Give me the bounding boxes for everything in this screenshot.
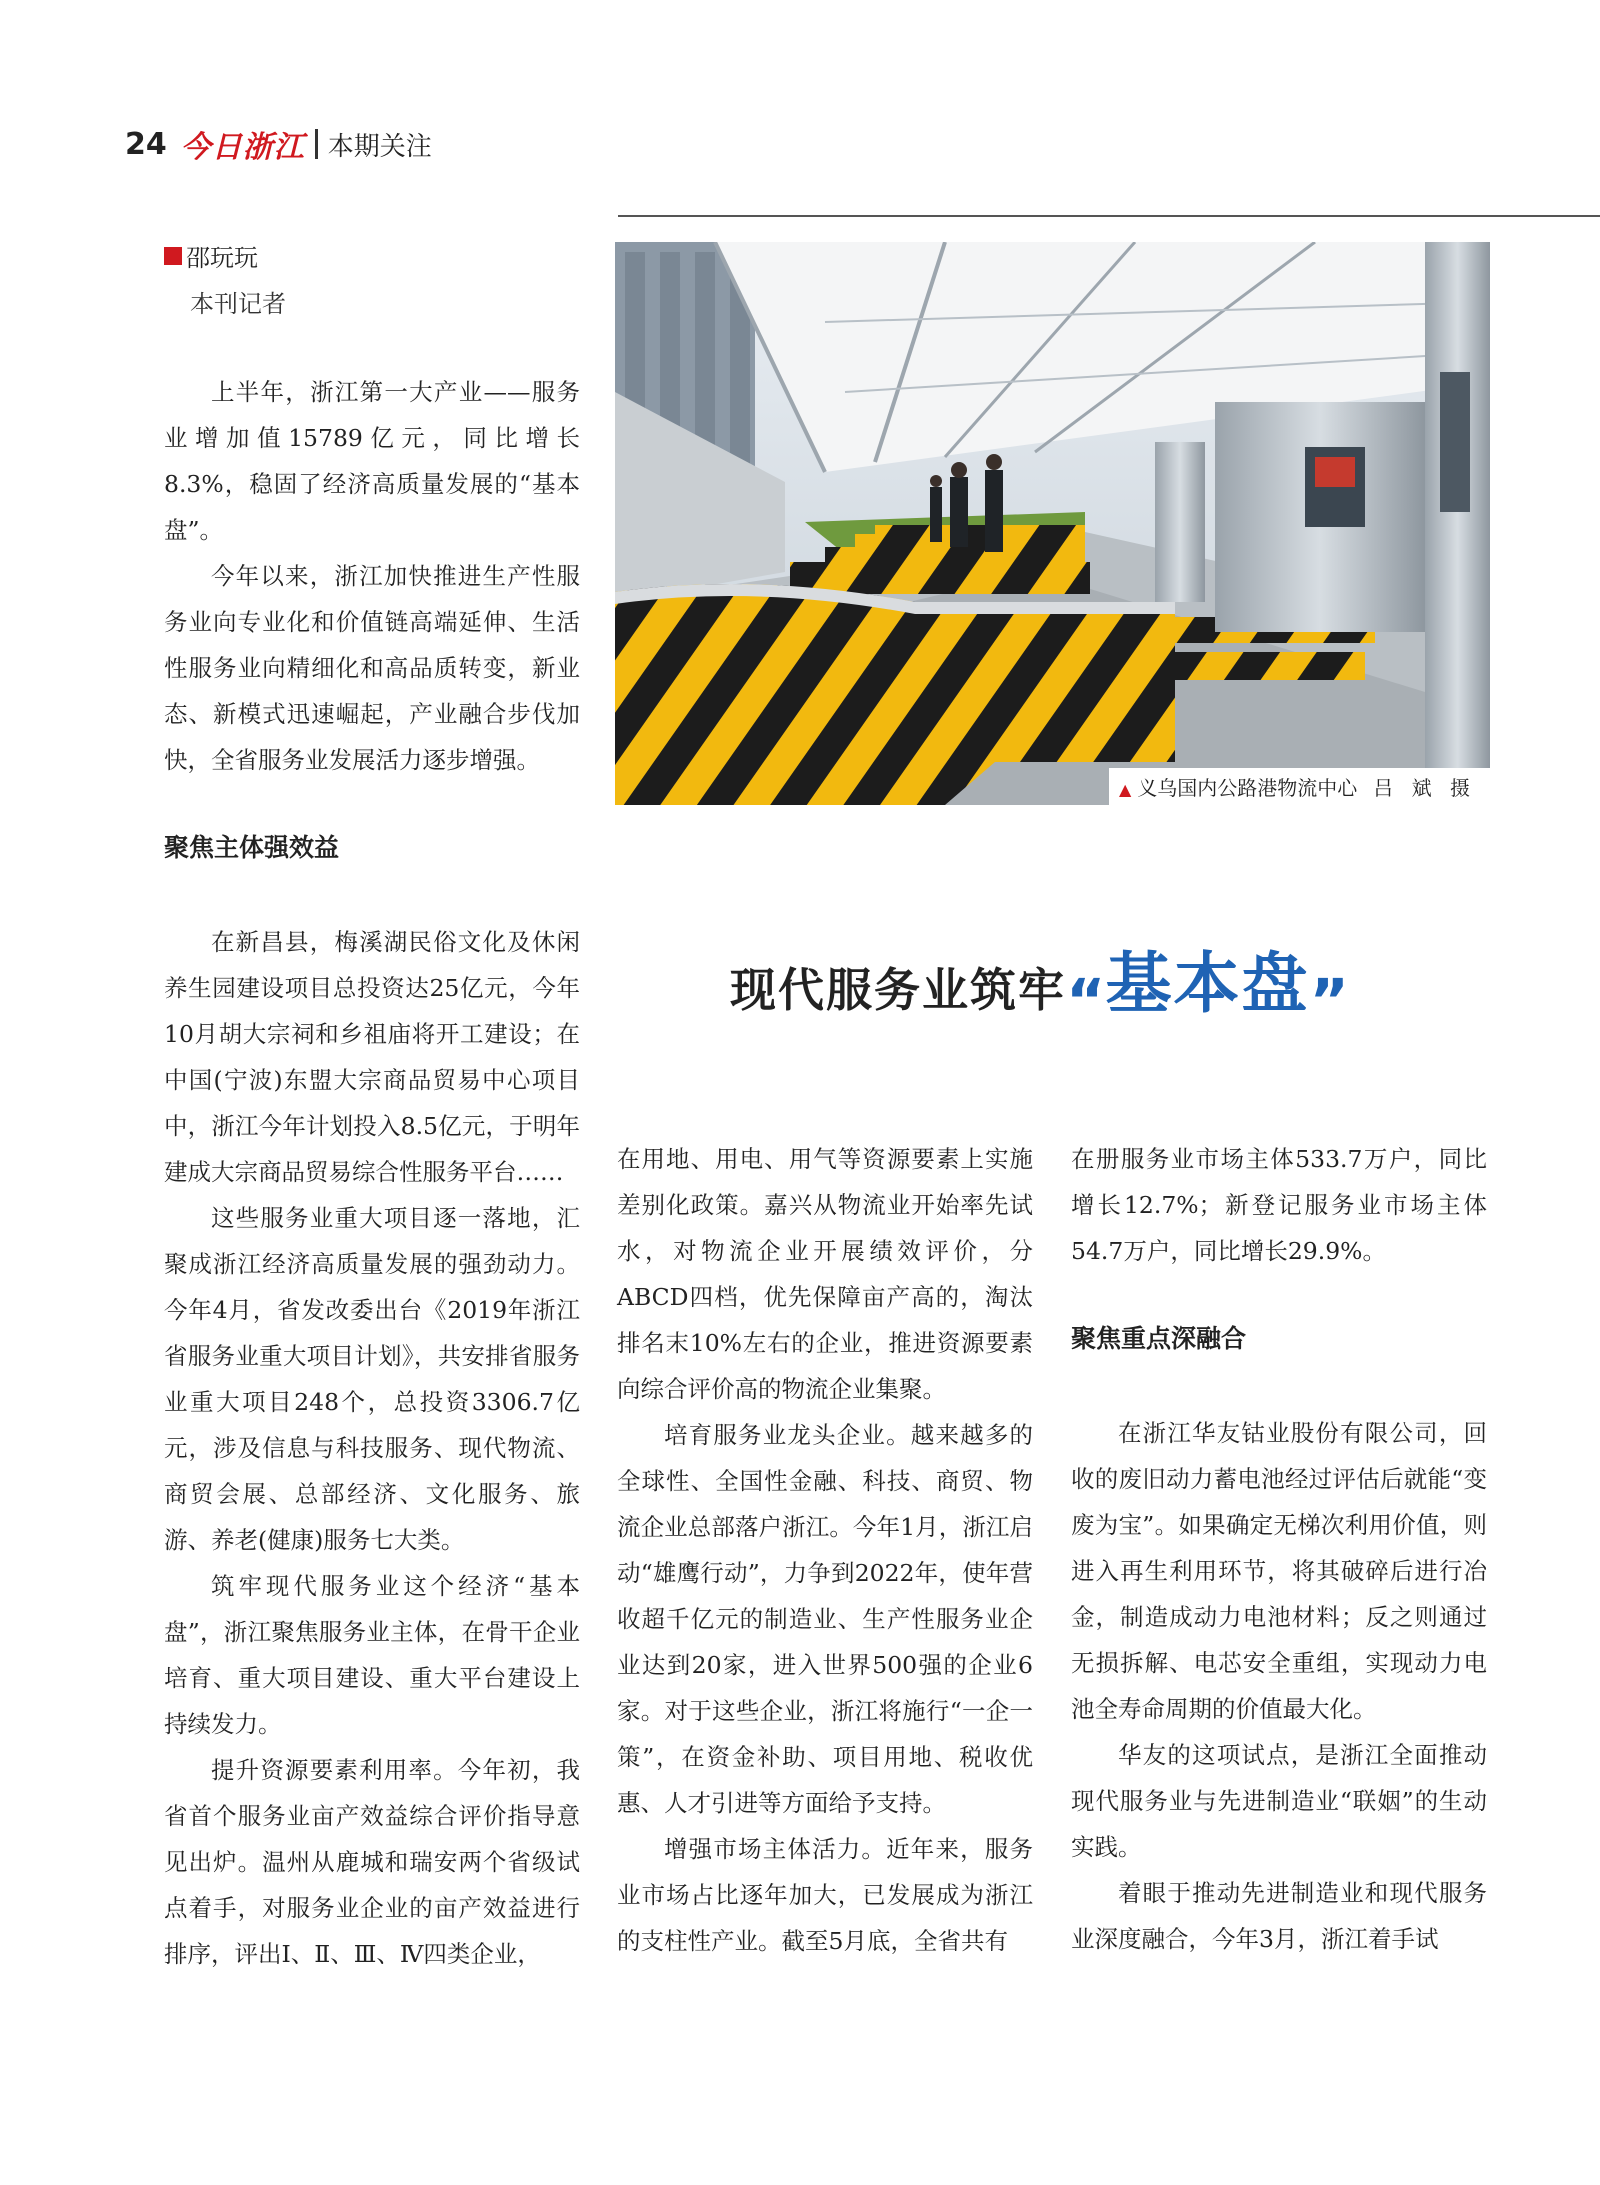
author-name: 邵玩玩 — [186, 244, 258, 272]
top-rule — [618, 215, 1600, 217]
paragraph: 在浙江华友钴业股份有限公司，回收的废旧动力蓄电池经过评估后就能“变废为宝”。如果确定无梯次利用价值，则进入再生利用环节，将其破碎后进行冶金，制造成动力电池材料；反之则通过无损拆解、电芯安全重组，实现动力电池全寿命周期的价值最大化。 — [1071, 1419, 1487, 1723]
magazine-logo: 今日浙江 — [180, 130, 305, 165]
paragraph: 培育服务业龙头企业。越来越多的全球性、全国性金融、科技、商贸、物流企业总部落户浙江。今年1月，浙江启动“雄鹰行动”，力争到2022年，使年营收超千亿元的制造业、生产性服务业企业达到20家，进入世界500强的企业6家。对于这些企业，浙江将施行“一企一策”，在资金补助、项目用地、税收优惠、人才引进等方面给予支持。 — [617, 1421, 1033, 1817]
paragraph: 华友的这项试点，是浙江全面推动现代服务业与先进制造业“联姻”的生动实践。 — [1071, 1741, 1487, 1861]
subheading: 聚焦主体强效益 — [164, 833, 340, 862]
paragraph: 在册服务业市场主体533.7万户，同比增长12.7%；新登记服务业市场主体54.7万户，同比增长29.9%。 — [1071, 1145, 1487, 1265]
photo-caption — [1109, 768, 1490, 805]
author-role: 本刊记者 — [190, 290, 286, 318]
paragraph: 这些服务业重大项目逐一落地，汇聚成浙江经济高质量发展的强劲动力。今年4月，省发改委出台《2019年浙江省服务业重大项目计划》，共安排省服务业重大项目248个，总投资3306.7亿元，涉及信息与科技服务、现代物流、商贸会展、总部经济、文化服务、旅游、养老(健康)服务七大类。 — [164, 1204, 580, 1554]
photo-credit: 吕 斌 摄 — [1373, 776, 1476, 800]
paragraph: 上半年，浙江第一大产业——服务业增加值15789亿元，同比增长8.3%，稳固了经济高质量发展的“基本盘”。 — [164, 378, 580, 544]
column-2 — [617, 1136, 1033, 1964]
column-3 — [1071, 1136, 1487, 1962]
paragraph: 着眼于推动先进制造业和现代服务业深度融合，今年3月，浙江着手试 — [1071, 1879, 1487, 1953]
paragraph: 今年以来，浙江加快推进生产性服务业向专业化和价值链高端延伸、生活性服务业向精细化和高品质转变，新业态、新模式迅速崛起，产业融合步伐加快，全省服务业发展活力逐步增强。 — [164, 562, 580, 774]
author-byline — [164, 238, 258, 273]
column-1 — [164, 369, 580, 1977]
toll-station-photo — [615, 242, 1490, 805]
section-name: 本期关注 — [327, 131, 432, 162]
paragraph: 在新昌县，梅溪湖民俗文化及休闲养生园建设项目总投资达25亿元，今年10月胡大宗祠和乡祖庙将开工建设；在中国(宁波)东盟大宗商品贸易中心项目中，浙江今年计划投入8.5亿元，于明年建成大宗商品贸易综合性服务平台…… — [164, 928, 580, 1186]
title-prefix: 现代服务业筑牢 — [730, 963, 1066, 1017]
article-title — [730, 930, 1450, 1037]
square-bullet-icon — [164, 247, 182, 265]
triangle-marker-icon: ▲ — [1118, 780, 1132, 799]
title-close-quote: ” — [1309, 966, 1349, 1037]
paragraph: 增强市场主体活力。近年来，服务业市场占比逐年加大，已发展成为浙江的支柱性产业。截至5月底，全省共有 — [617, 1835, 1033, 1955]
page-number: 24 — [125, 126, 167, 162]
title-open-quote: “ — [1066, 966, 1106, 1037]
paragraph: 提升资源要素利用率。今年初，我省首个服务业亩产效益综合评价指导意见出炉。温州从鹿城和瑞安两个省级试点着手，对服务业企业的亩产效益进行排序，评出Ⅰ、Ⅱ、Ⅲ、Ⅳ四类企业， — [164, 1756, 580, 1968]
paragraph: 筑牢现代服务业这个经济“基本盘”，浙江聚焦服务业主体，在骨干企业培育、重大项目建设、重大平台建设上持续发力。 — [164, 1572, 580, 1738]
header-divider — [315, 129, 318, 159]
page-header — [125, 124, 432, 164]
paragraph: 在用地、用电、用气等资源要素上实施差别化政策。嘉兴从物流业开始率先试水，对物流企业开展绩效评价，分ABCD四档，优先保障亩产高的，淘汰排名末10%左右的企业，推进资源要素向综合评价高的物流企业集聚。 — [617, 1145, 1033, 1403]
article-photo — [615, 242, 1490, 805]
title-highlight: 基本盘 — [1105, 945, 1310, 1022]
subheading: 聚焦重点深融合 — [1071, 1324, 1247, 1353]
caption-text: 义乌国内公路港物流中心 — [1137, 776, 1358, 800]
